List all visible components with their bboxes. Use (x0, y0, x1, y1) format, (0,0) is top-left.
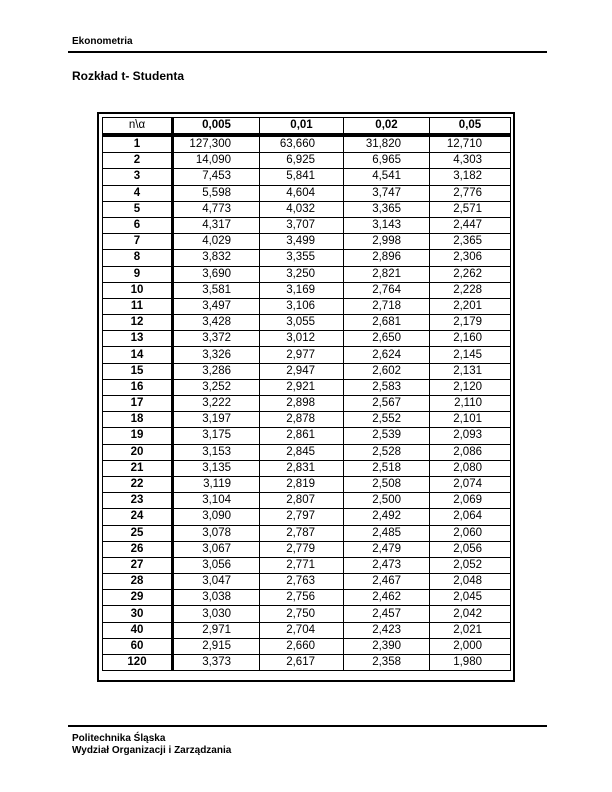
table-cell: 3,078 (173, 525, 260, 541)
table-cell: 3,175 (173, 428, 260, 444)
row-degrees-of-freedom: 26 (103, 541, 173, 557)
row-degrees-of-freedom: 9 (103, 266, 173, 282)
table-row (103, 476, 511, 492)
table-cell: 2,624 (344, 347, 430, 363)
table-row (103, 541, 511, 557)
table-cell: 3,038 (173, 590, 260, 606)
table-row (103, 444, 511, 460)
corner-header: n\α (103, 118, 173, 136)
table-cell: 3,197 (173, 412, 260, 428)
table-cell: 2,567 (344, 396, 430, 412)
table-row (103, 201, 511, 217)
table-cell: 2,821 (344, 266, 430, 282)
table-cell: 2,500 (344, 493, 430, 509)
table-cell: 2,878 (260, 412, 344, 428)
table-cell: 2,704 (260, 622, 344, 638)
table-cell: 2,358 (344, 655, 430, 671)
row-degrees-of-freedom: 25 (103, 525, 173, 541)
table-cell: 1,980 (430, 655, 511, 671)
table-cell: 2,086 (430, 444, 511, 460)
table-cell: 2,819 (260, 476, 344, 492)
page-title: Rozkład t- Studenta (72, 69, 185, 83)
table-row (103, 606, 511, 622)
table-cell: 3,012 (260, 331, 344, 347)
row-degrees-of-freedom: 8 (103, 250, 173, 266)
row-degrees-of-freedom: 22 (103, 476, 173, 492)
table-cell: 6,925 (260, 153, 344, 169)
table-row (103, 509, 511, 525)
table-cell: 2,479 (344, 541, 430, 557)
table-cell: 63,660 (260, 135, 344, 153)
table-cell: 2,779 (260, 541, 344, 557)
table-cell: 2,921 (260, 379, 344, 395)
table-cell: 2,508 (344, 476, 430, 492)
table-cell: 2,021 (430, 622, 511, 638)
table-cell: 3,372 (173, 331, 260, 347)
table-cell: 2,485 (344, 525, 430, 541)
header-title: Ekonometria (72, 36, 133, 47)
row-degrees-of-freedom: 5 (103, 201, 173, 217)
table-cell: 31,820 (344, 135, 430, 153)
table-cell: 3,222 (173, 396, 260, 412)
table-cell: 2,120 (430, 379, 511, 395)
table-cell: 2,552 (344, 412, 430, 428)
table-row (103, 282, 511, 298)
table-cell: 2,571 (430, 201, 511, 217)
row-degrees-of-freedom: 13 (103, 331, 173, 347)
table-cell: 2,756 (260, 590, 344, 606)
table-cell: 3,497 (173, 298, 260, 314)
table-cell: 2,977 (260, 347, 344, 363)
table-row (103, 396, 511, 412)
table-cell: 12,710 (430, 135, 511, 153)
table-cell: 2,052 (430, 557, 511, 573)
table-row (103, 363, 511, 379)
table-cell: 3,153 (173, 444, 260, 460)
table-cell: 2,718 (344, 298, 430, 314)
table-row (103, 638, 511, 654)
row-degrees-of-freedom: 14 (103, 347, 173, 363)
table-cell: 2,750 (260, 606, 344, 622)
row-degrees-of-freedom: 2 (103, 153, 173, 169)
table-cell: 2,492 (344, 509, 430, 525)
table-cell: 4,029 (173, 234, 260, 250)
table-cell: 3,030 (173, 606, 260, 622)
table-cell: 3,747 (344, 185, 430, 201)
table-cell: 3,326 (173, 347, 260, 363)
table-header-row (103, 118, 511, 136)
table-cell: 3,182 (430, 169, 511, 185)
table-cell: 2,776 (430, 185, 511, 201)
table-cell: 6,965 (344, 153, 430, 169)
table-cell: 2,060 (430, 525, 511, 541)
table-cell: 3,135 (173, 460, 260, 476)
table-cell: 2,896 (344, 250, 430, 266)
table-row (103, 217, 511, 233)
table-cell: 3,428 (173, 315, 260, 331)
table-cell: 5,841 (260, 169, 344, 185)
table-row (103, 250, 511, 266)
table-cell: 3,169 (260, 282, 344, 298)
row-degrees-of-freedom: 4 (103, 185, 173, 201)
row-degrees-of-freedom: 6 (103, 217, 173, 233)
row-degrees-of-freedom: 27 (103, 557, 173, 573)
table-cell: 3,067 (173, 541, 260, 557)
table-cell: 2,365 (430, 234, 511, 250)
table-cell: 2,042 (430, 606, 511, 622)
table-cell: 3,250 (260, 266, 344, 282)
table-row (103, 169, 511, 185)
table-cell: 2,306 (430, 250, 511, 266)
table-cell: 3,055 (260, 315, 344, 331)
table-cell: 2,145 (430, 347, 511, 363)
table-row (103, 315, 511, 331)
row-degrees-of-freedom: 10 (103, 282, 173, 298)
table-cell: 3,373 (173, 655, 260, 671)
table-cell: 2,423 (344, 622, 430, 638)
table-cell: 2,000 (430, 638, 511, 654)
table-cell: 3,355 (260, 250, 344, 266)
table-cell: 7,453 (173, 169, 260, 185)
table-cell: 2,845 (260, 444, 344, 460)
table-cell: 3,106 (260, 298, 344, 314)
row-degrees-of-freedom: 11 (103, 298, 173, 314)
column-header: 0,05 (430, 118, 511, 136)
row-degrees-of-freedom: 30 (103, 606, 173, 622)
table-cell: 4,317 (173, 217, 260, 233)
table-row (103, 347, 511, 363)
table-cell: 2,763 (260, 574, 344, 590)
table-cell: 2,179 (430, 315, 511, 331)
table-row (103, 412, 511, 428)
t-distribution-table-frame (97, 112, 515, 682)
row-degrees-of-freedom: 17 (103, 396, 173, 412)
table-cell: 3,499 (260, 234, 344, 250)
table-cell: 2,473 (344, 557, 430, 573)
table-cell: 2,915 (173, 638, 260, 654)
table-cell: 3,365 (344, 201, 430, 217)
row-degrees-of-freedom: 28 (103, 574, 173, 590)
table-cell: 5,598 (173, 185, 260, 201)
table-cell: 2,045 (430, 590, 511, 606)
table-cell: 2,807 (260, 493, 344, 509)
table-cell: 2,602 (344, 363, 430, 379)
row-degrees-of-freedom: 1 (103, 135, 173, 153)
row-degrees-of-freedom: 16 (103, 379, 173, 395)
column-header: 0,005 (173, 118, 260, 136)
table-cell: 3,581 (173, 282, 260, 298)
table-cell: 2,074 (430, 476, 511, 492)
table-cell: 3,252 (173, 379, 260, 395)
table-row (103, 655, 511, 671)
table-cell: 2,080 (430, 460, 511, 476)
table-cell: 14,090 (173, 153, 260, 169)
table-cell: 2,681 (344, 315, 430, 331)
row-degrees-of-freedom: 15 (103, 363, 173, 379)
table-cell: 2,069 (430, 493, 511, 509)
table-cell: 2,998 (344, 234, 430, 250)
t-distribution-table (102, 117, 511, 671)
table-cell: 2,462 (344, 590, 430, 606)
table-row (103, 622, 511, 638)
table-cell: 2,539 (344, 428, 430, 444)
table-cell: 2,583 (344, 379, 430, 395)
table-cell: 2,764 (344, 282, 430, 298)
table-cell: 2,110 (430, 396, 511, 412)
row-degrees-of-freedom: 23 (103, 493, 173, 509)
table-cell: 3,047 (173, 574, 260, 590)
table-cell: 2,160 (430, 331, 511, 347)
table-row (103, 185, 511, 201)
table-row (103, 266, 511, 282)
table-cell: 127,300 (173, 135, 260, 153)
table-row (103, 234, 511, 250)
footer-rule (68, 725, 547, 727)
table-cell: 4,541 (344, 169, 430, 185)
table-cell: 3,286 (173, 363, 260, 379)
table-row (103, 525, 511, 541)
table-row (103, 153, 511, 169)
table-cell: 2,467 (344, 574, 430, 590)
table-cell: 2,787 (260, 525, 344, 541)
row-degrees-of-freedom: 12 (103, 315, 173, 331)
column-header: 0,01 (260, 118, 344, 136)
footer-institution: Politechnika Śląska (72, 733, 166, 744)
table-cell: 2,056 (430, 541, 511, 557)
table-cell: 2,262 (430, 266, 511, 282)
table-cell: 2,518 (344, 460, 430, 476)
table-cell: 4,032 (260, 201, 344, 217)
row-degrees-of-freedom: 60 (103, 638, 173, 654)
table-row (103, 590, 511, 606)
table-cell: 2,771 (260, 557, 344, 573)
table-cell: 4,303 (430, 153, 511, 169)
table-cell: 2,101 (430, 412, 511, 428)
table-cell: 3,056 (173, 557, 260, 573)
table-cell: 2,228 (430, 282, 511, 298)
table-cell: 2,971 (173, 622, 260, 638)
table-cell: 3,104 (173, 493, 260, 509)
row-degrees-of-freedom: 120 (103, 655, 173, 671)
row-degrees-of-freedom: 40 (103, 622, 173, 638)
table-cell: 2,093 (430, 428, 511, 444)
table-cell: 2,660 (260, 638, 344, 654)
table-cell: 4,604 (260, 185, 344, 201)
row-degrees-of-freedom: 29 (103, 590, 173, 606)
table-cell: 2,390 (344, 638, 430, 654)
table-cell: 2,528 (344, 444, 430, 460)
row-degrees-of-freedom: 21 (103, 460, 173, 476)
table-cell: 2,617 (260, 655, 344, 671)
table-cell: 4,773 (173, 201, 260, 217)
table-cell: 3,832 (173, 250, 260, 266)
table-cell: 3,690 (173, 266, 260, 282)
table-cell: 2,861 (260, 428, 344, 444)
table-cell: 2,457 (344, 606, 430, 622)
table-cell: 3,119 (173, 476, 260, 492)
table-cell: 3,090 (173, 509, 260, 525)
table-row (103, 460, 511, 476)
table-cell: 2,447 (430, 217, 511, 233)
row-degrees-of-freedom: 24 (103, 509, 173, 525)
table-cell: 2,898 (260, 396, 344, 412)
row-degrees-of-freedom: 18 (103, 412, 173, 428)
table-cell: 2,048 (430, 574, 511, 590)
table-row (103, 379, 511, 395)
row-degrees-of-freedom: 19 (103, 428, 173, 444)
table-cell: 2,131 (430, 363, 511, 379)
table-row (103, 428, 511, 444)
table-cell: 2,201 (430, 298, 511, 314)
table-cell: 2,797 (260, 509, 344, 525)
row-degrees-of-freedom: 3 (103, 169, 173, 185)
table-cell: 2,650 (344, 331, 430, 347)
column-header: 0,02 (344, 118, 430, 136)
table-row (103, 493, 511, 509)
row-degrees-of-freedom: 20 (103, 444, 173, 460)
table-cell: 3,143 (344, 217, 430, 233)
table-row (103, 298, 511, 314)
table-row (103, 135, 511, 153)
table-cell: 3,707 (260, 217, 344, 233)
table-row (103, 574, 511, 590)
table-row (103, 331, 511, 347)
row-degrees-of-freedom: 7 (103, 234, 173, 250)
footer-faculty: Wydział Organizacji i Zarządzania (72, 745, 232, 756)
table-cell: 2,831 (260, 460, 344, 476)
table-cell: 2,947 (260, 363, 344, 379)
table-cell: 2,064 (430, 509, 511, 525)
header-rule (68, 51, 547, 53)
table-row (103, 557, 511, 573)
